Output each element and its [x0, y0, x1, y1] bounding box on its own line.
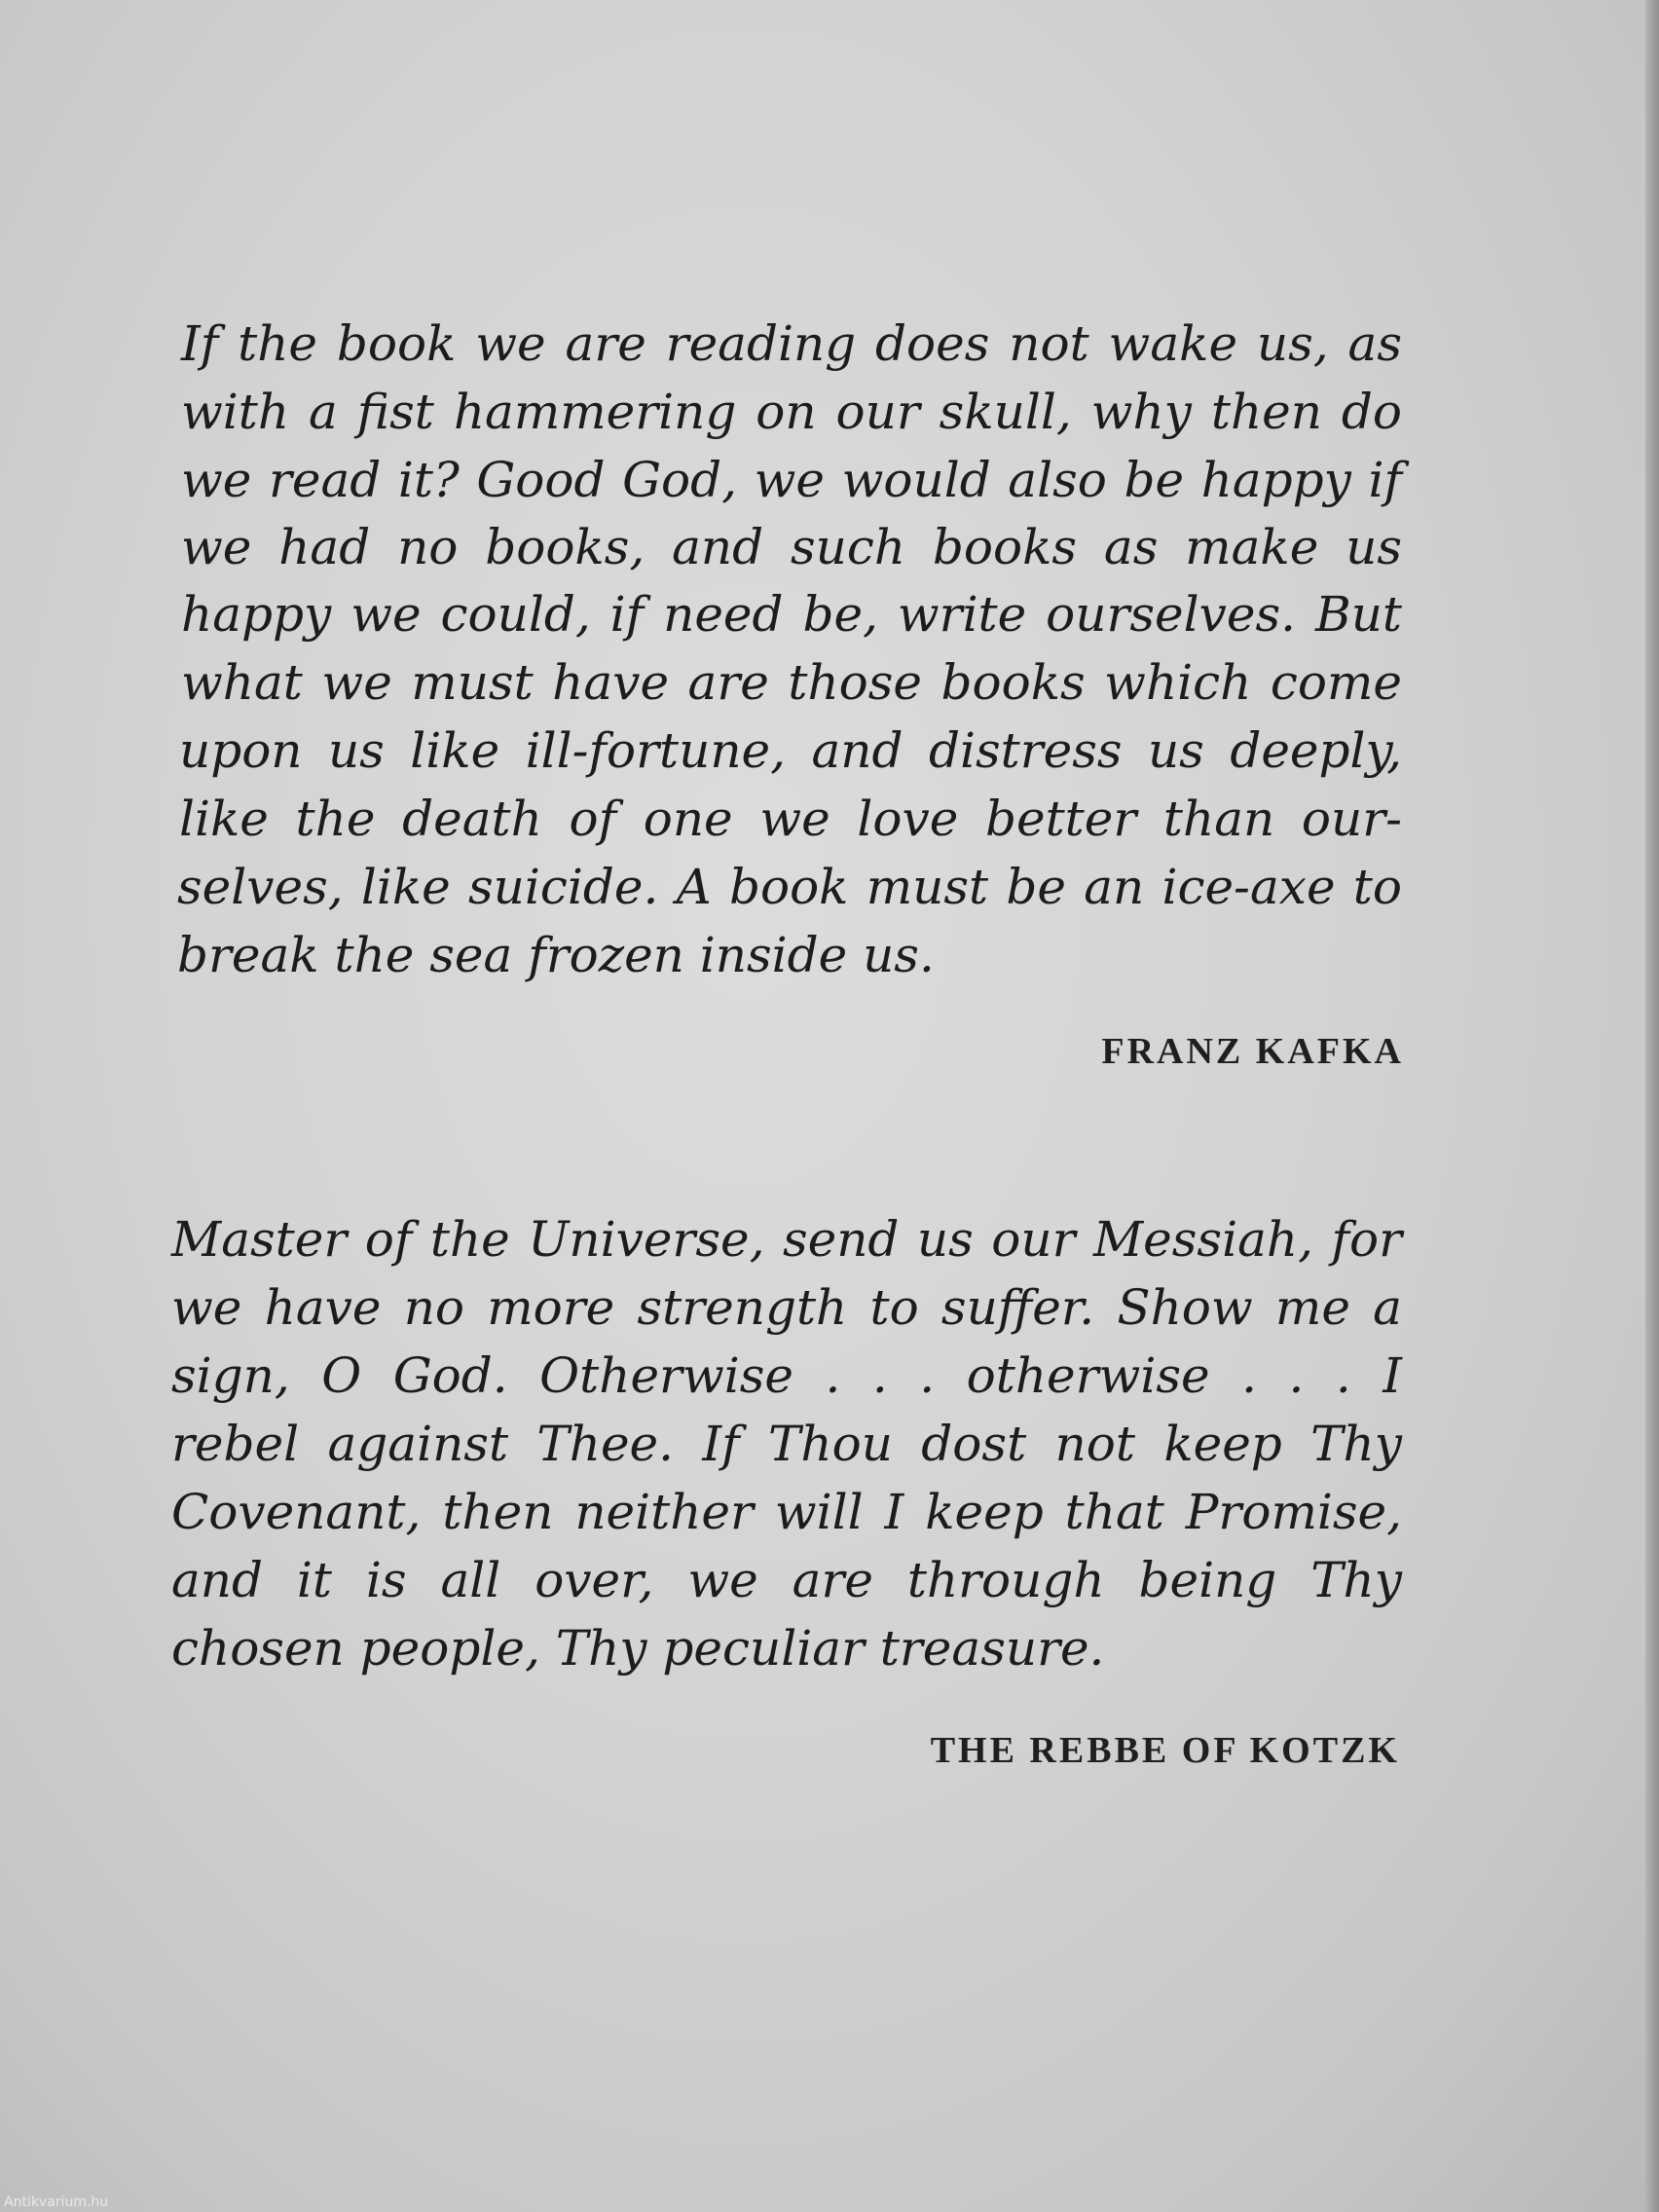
- quote-line-text: Master of the Universe, send us our Messiah, for: [171, 1211, 1402, 1268]
- quote-line: [0, 1342, 1659, 1410]
- quote-line: [0, 1205, 1659, 1273]
- quote-line: [0, 1614, 1659, 1682]
- quote-line-text: we have no more strength to suffer. Show me a: [171, 1279, 1402, 1336]
- quote-line: [0, 785, 1659, 853]
- quote-attribution: THE REBBE OF KOTZK: [930, 1730, 1400, 1771]
- quote-line: [0, 580, 1659, 648]
- watermark: Antikvarium.hu: [4, 2194, 109, 2210]
- quote-line-text: what we must have are those books which come: [181, 654, 1402, 711]
- quote-line: [0, 648, 1659, 717]
- quote-line-text: with a fist hammering on our skull, why then do: [181, 384, 1402, 440]
- quote-attribution: FRANZ KAFKA: [1101, 1031, 1404, 1072]
- quote-line: [0, 921, 1659, 989]
- quote-line-text: like the death of one we love better than our-: [179, 791, 1402, 847]
- quote-line: [0, 853, 1659, 921]
- quote-line-text: we had no books, and such books as make us: [181, 519, 1402, 575]
- quote-line: [0, 1273, 1659, 1342]
- quote-line-text: Covenant, then neither will I keep that Promise,: [171, 1484, 1402, 1540]
- quote-line: [0, 310, 1659, 378]
- quote-line: [0, 513, 1659, 581]
- quote-line-text: break the sea frozen inside us.: [177, 927, 935, 983]
- quote-line: [0, 446, 1659, 514]
- quote-line-text: we read it? Good God, we would also be happy if: [181, 452, 1402, 508]
- quote-line-text: rebel against Thee. If Thou dost not keep Thy: [171, 1416, 1402, 1472]
- quote-line: [0, 378, 1659, 446]
- quote-line: [0, 1478, 1659, 1546]
- quote-line: [0, 717, 1659, 785]
- quote-line-text: chosen people, Thy peculiar treasure.: [171, 1620, 1105, 1677]
- quote-line: [0, 1546, 1659, 1614]
- quote-line-text: sign, O God. Otherwise . . . otherwise . . . I: [171, 1347, 1402, 1404]
- quote-line-text: happy we could, if need be, write ourselves. But: [181, 586, 1402, 643]
- quote-line-text: and it is all over, we are through being Thy: [171, 1552, 1402, 1608]
- quote-line: [0, 1410, 1659, 1478]
- quote-line-text: upon us like ill-fortune, and distress us deeply,: [179, 722, 1402, 779]
- quote-line-text: If the book we are reading does not wake us, as: [181, 315, 1402, 372]
- quote-line-text: selves, like suicide. A book must be an ice-axe to: [177, 859, 1402, 915]
